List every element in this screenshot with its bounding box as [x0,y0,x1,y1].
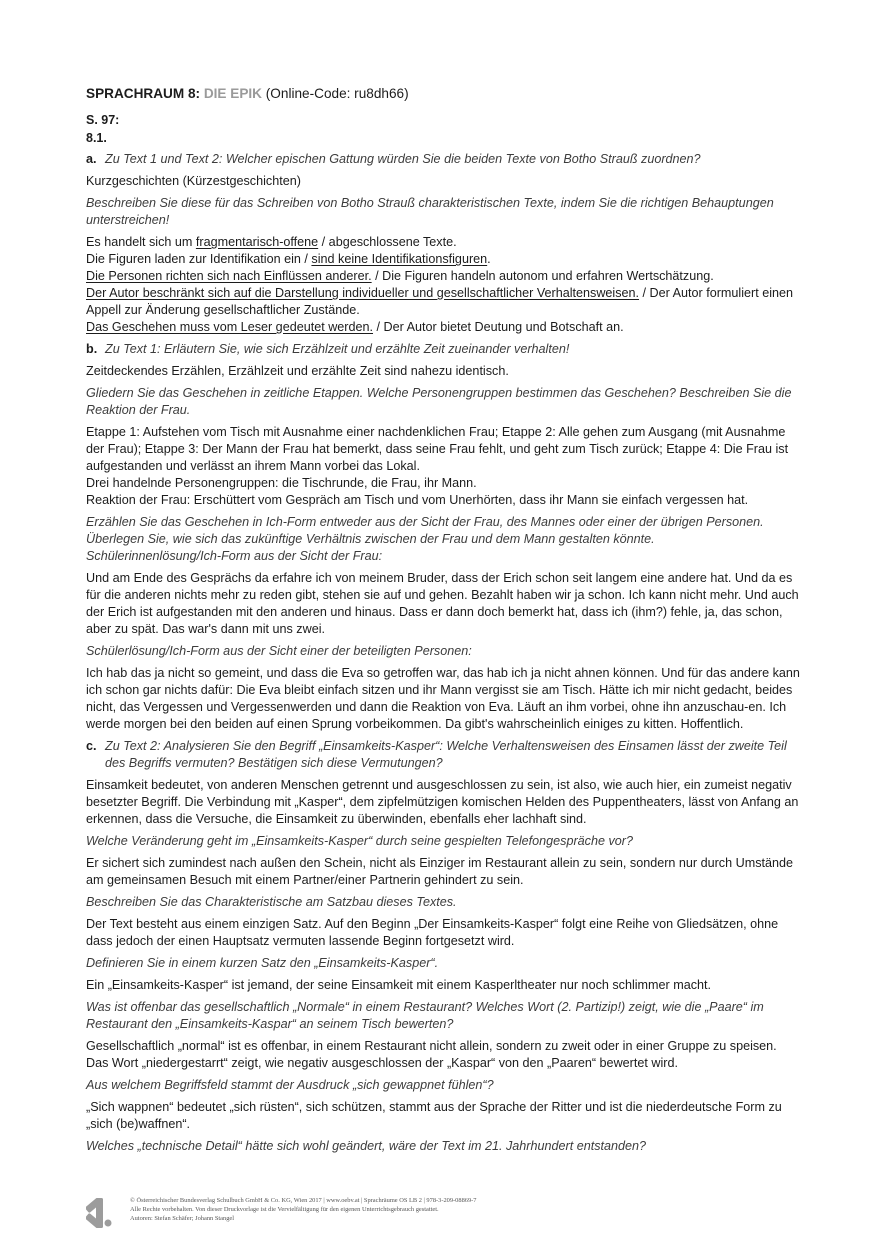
statement-3 [86,268,804,285]
chapter-subtitle: DIE EPIK [203,86,262,101]
question-c-5: Was ist offenbar das gesellschaftlich „Normale“ in einem Restaurant? Welches Wort (2. Partizip!) zeigt, wie die „Paare“ im Restaurant den „Einsamkeits-Kaspar“ an seinem Tisch bewerten? [86,1000,764,1031]
question-b-3 [86,514,804,565]
chapter-title: SPRACHRAUM 8: [86,86,201,101]
answer-c-5 [86,1038,804,1072]
question-c-2: Welche Veränderung geht im „Einsamkeits-Kasper“ durch seine gespielten Telefongespräche vor? [86,834,633,848]
online-code: (Online-Code: ru8dh66) [265,86,409,101]
answer-b-2 [86,424,804,509]
answer-c-1: Einsamkeit bedeutet, von anderen Menschen getrennt und ausgeschlossen zu sein, ist also, wie auch hier, ein zumeist negativ besetzter Begriff. Die Verbindung mit „Kasper“, dem zipfelmützigen komischen Helden des Puppentheaters, lässt von Anfang an erkennen, dass die Versuche, die Einsamkeit zu überwinden, ebenfalls eher lachhaft sind. [86,778,799,826]
answer-paragraph: Etappe 1: Aufstehen vom Tisch mit Ausnahme einer nachdenklichen Frau; Etappe 2: Alle gehen zum Ausgang (mit Ausnahme der Frau); Etappe 3: Der Mann der Frau hat bemerkt, dass seine Frau fehlt, und geht zum Tisch zurück; Etappe 4: Die Frau ist aufgestanden und verlässt an ihrem Mann vorbei das Lokal. [86,425,789,473]
letter-a: a. [86,152,97,166]
statement-text: . [487,252,491,266]
question-c-6: Aus welchem Begriffsfeld stammt der Ausdruck „sich gewappnet fühlen“? [86,1078,494,1092]
statement-text: / Die Figuren handeln autonom und erfahren Wertschätzung. [371,269,714,283]
question-text: Zu Text 1: Erläutern Sie, wie sich Erzählzeit und erzählte Zeit zueinander verhalten! [105,342,570,356]
statement-text: / Der Autor bietet Deutung und Botschaft an. [373,320,624,334]
letter-b: b. [86,342,98,356]
answer-c-3: Der Text besteht aus einem einzigen Satz. Auf den Beginn „Der Einsamkeits-Kasper“ folgt eine Reihe von Gliedsätzen, ohne dass jedoch der einen Hauptsatz vermuten lassende Beginn fortgesetzt wird. [86,917,779,948]
question-text: Zu Text 2: Analysieren Sie den Begriff „Einsamkeits-Kasper“: Welche Verhaltensweisen des Einsamen lässt der zweite Teil des Begriffs vermuten? Bestätigen sich diese Vermutungen? [105,739,787,770]
answer-paragraph: Drei handelnde Personengruppen: die Tischrunde, die Frau, ihr Mann. [86,476,477,490]
statement-2 [86,251,804,268]
question-text: Zu Text 1 und Text 2: Welcher epischen Gattung würden Sie die beiden Texte von Botho Strauß zuordnen? [105,152,701,166]
statement-text: Die Figuren laden zur Identifikation ein / [86,252,312,266]
underlined-answer: fragmentarisch-offene [195,235,319,249]
answer-b-1: Zeitdeckendes Erzählen, Erzählzeit und erzählte Zeit sind nahezu identisch. [86,364,509,378]
underlined-answer: Die Personen richten sich nach Einflüssen anderer. [86,269,372,283]
question-b-1 [86,341,804,358]
statement-text: Es handelt sich um [86,235,196,249]
publisher-logo-icon [86,1198,114,1228]
worksheet-page [86,84,804,1155]
answer-b-3: Und am Ende des Gesprächs da erfahre ich von meinem Bruder, dass der Erich schon seit langem eine andere hat. Und da es für die anderen nichts mehr zu reden gibt, stehen sie auf und gehen. Bezahlt haben wir ja schon. Ich kann nicht mehr. Und auch der Erich ist aufgestanden mit den anderen und hinaus. Dass er dann doch bemerkt hat, dass ich (ihm?) fehle, ja, das schon, aber zu spät. Das war's dann mit uns zwei. [86,571,799,636]
answer-c-4: Ein „Einsamkeits-Kasper“ ist jemand, der seine Einsamkeit mit einem Kasperltheater nur noch schlimmer macht. [86,978,712,992]
answer-b-4: Ich hab das ja nicht so gemeint, und dass die Eva so getroffen war, das hab ich ja nicht ahnen können. Und für das andere kann ich schon gar nichts dafür: Die Eva bleibt einfach sitzen und ihr Mann vergisst sie am Tisch. Hätte ich mir nicht gedacht, beides nicht, das Vergessen und Vergessenwerden und dann die Reaktion von Eva. Läuft an ihm vorbei, ohne ihn anzuschau-en. Ich werde morgen bei den beiden auf einen Sprung vorbeikommen. Da gibt's wahrscheinlich einiges zu kitten. Hoffentlich. [86,666,800,731]
copyright-notice [130,1196,476,1223]
solution-label: Schülerinnenlösung/Ich-Form aus der Sicht der Frau: [86,549,383,563]
copyright-line: © Österreichischer Bundesverlag Schulbuch GmbH & Co. KG, Wien 2017 | www.oebv.at | Sprachräume OS LB 2 | 978-3-209-08869-7 [130,1197,477,1204]
answer-paragraph: Reaktion der Frau: Erschüttert vom Gespräch am Tisch und vom Unerhörten, dass ihr Mann sie einfach vergessen hat. [86,493,749,507]
authors-line: Autoren: Stefan Schäfer; Johann Stangel [130,1215,234,1222]
statement-text: / abgeschlossene Texte. [318,235,457,249]
question-a-1 [86,151,804,168]
page-footer [86,1196,686,1232]
answer-a-2 [86,234,804,336]
statement-5 [86,319,804,336]
solution-label-b-4: Schülerlösung/Ich-Form aus der Sicht einer der beteiligten Personen: [86,644,472,658]
rights-line: Alle Rechte vorbehalten. Von dieser Druckvorlage ist die Vervielfältigung für den eigenen Unterrichtsgebrauch gestattet. [130,1206,439,1213]
question-c-7: Welches „technische Detail“ hätte sich wohl geändert, wäre der Text im 21. Jahrhundert entstanden? [86,1139,647,1153]
answer-c-2: Er sichert sich zumindest nach außen den Schein, nicht als Einziger im Restaurant allein zu sein, sondern nur durch Umstände am gemeinsamen Besuch mit einem Partner/einer Partnerin gehindert zu sein. [86,856,794,887]
underlined-answer: Der Autor beschränkt sich auf die Darstellung individueller und gesellschaftlicher Verhaltensweisen. [86,286,640,300]
answer-paragraph: Das Wort „niedergestarrt“ zeigt, wie negativ ausgeschlossen der „Kaspar“ von den „Paaren“ bewertet wird. [86,1056,678,1070]
letter-c: c. [86,739,97,753]
underlined-answer: Das Geschehen muss vom Leser gedeutet werden. [86,320,374,334]
section-number: 8.1. [86,131,107,145]
question-a-2: Beschreiben Sie diese für das Schreiben von Botho Strauß charakteristischen Texte, indem Sie die richtigen Behauptungen unterstreichen! [86,196,774,227]
question-c-4: Definieren Sie in einem kurzen Satz den „Einsamkeits-Kasper“. [86,956,439,970]
answer-paragraph: Gesellschaftlich „normal“ ist es offenbar, in einem Restaurant nicht allein, sondern zu zweit oder in einer Gruppe zu speisen. [86,1039,777,1053]
page-header [86,84,804,104]
page-reference: S. 97: [86,113,120,127]
question-text: Erzählen Sie das Geschehen in Ich-Form entweder aus der Sicht der Frau, des Mannes oder einer der übrigen Personen. Überlegen Sie, wie sich das zukünftige Verhältnis zwischen der Frau und dem Mann gestalten könnte. [86,515,764,546]
statement-4 [86,285,804,319]
answer-c-6: „Sich wappnen“ bedeutet „sich rüsten“, sich schützen, stammt aus der Sprache der Ritter und ist die niederdeutsche Form zu „sich (be)waffnen“. [86,1100,782,1131]
question-c-3: Beschreiben Sie das Charakteristische am Satzbau dieses Textes. [86,895,457,909]
question-b-2: Gliedern Sie das Geschehen in zeitliche Etappen. Welche Personengruppen bestimmen das Geschehen? Beschreiben Sie die Reaktion der Frau. [86,386,792,417]
statement-1 [86,234,804,251]
answer-a-1: Kurzgeschichten (Kürzestgeschichten) [86,174,301,188]
underlined-answer: sind keine Identifikationsfiguren [311,252,488,266]
statement-text: / Der Autor formuliert einen Appell zur Änderung gesellschaftlicher Zustände. [86,286,794,317]
question-c-1 [86,738,804,772]
